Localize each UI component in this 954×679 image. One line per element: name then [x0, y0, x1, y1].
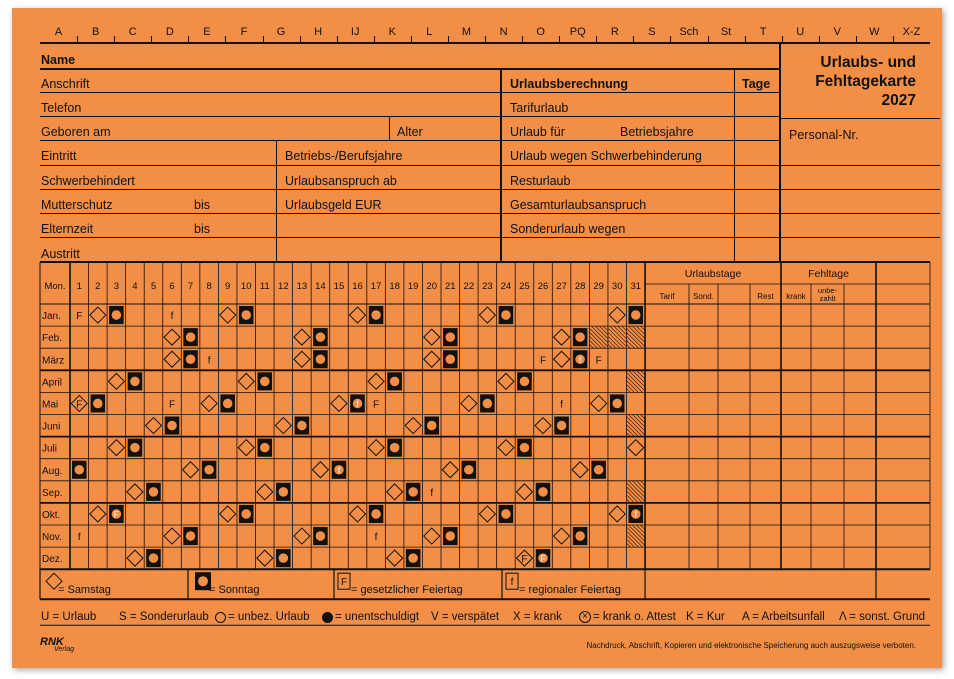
saturday-diamond-icon [572, 462, 588, 478]
month-label: Mai [42, 399, 59, 411]
schwerbehinderung-label: Urlaub wegen Schwerbehinderung [510, 149, 702, 163]
holiday-mark: F [76, 399, 83, 411]
code-unbez-urlaub: = unbez. Urlaub [228, 611, 310, 623]
code-krank-ohne-attest: = krank o. Attest [593, 611, 676, 623]
sunday-circle-icon [408, 487, 418, 497]
day-number: 23 [482, 281, 493, 292]
day-number: 22 [463, 281, 475, 292]
saturday-diamond-icon [238, 440, 254, 456]
index-letter: PQ [569, 26, 586, 38]
betriebsjahre-label: Betriebsjahre [620, 125, 694, 139]
elternzeit-label: Elternzeit [41, 222, 94, 236]
saturday-diamond-icon [294, 329, 310, 345]
day-number: 16 [352, 281, 363, 292]
saturday-diamond-icon [164, 351, 180, 367]
day-number: 30 [611, 281, 623, 292]
holiday-mark: f [578, 354, 582, 365]
saturday-diamond-icon [127, 484, 143, 500]
sub-col-unbezahlt: unbe- [817, 286, 838, 295]
bis-label-2: bis [194, 222, 210, 236]
saturday-diamond-icon [554, 351, 570, 367]
holiday-mark: f [207, 355, 211, 367]
month-label: Jan. [42, 311, 61, 323]
saturday-diamond-icon [424, 528, 440, 544]
saturday-diamond-icon [164, 329, 180, 345]
day-number: 27 [556, 281, 567, 292]
sunday-circle-icon [575, 531, 585, 541]
saturday-diamond-icon [405, 418, 421, 434]
sonderurlaub-label: Sonderurlaub wegen [510, 222, 626, 236]
sunday-circle-icon [408, 553, 418, 563]
day-number: 18 [389, 281, 400, 292]
sunday-circle-icon [575, 332, 585, 342]
index-letter: S [648, 26, 656, 38]
holiday-mark: F [540, 553, 546, 564]
day-number: 15 [333, 281, 345, 292]
saturday-diamond-icon [294, 528, 310, 544]
day-number: 31 [630, 281, 642, 292]
index-letter: C [128, 26, 137, 38]
month-label: Juli [42, 443, 58, 455]
saturday-diamond-icon [442, 462, 458, 478]
index-letter: T [759, 26, 767, 38]
copyright-notice: Nachdruck, Abschrift, Kopieren und elektronische Speicherung auch auszugsweise verboten. [586, 641, 916, 650]
month-label: Okt. [42, 509, 61, 521]
index-letter: St [720, 26, 732, 38]
saturday-diamond-icon [145, 418, 161, 434]
month-label: Aug. [42, 465, 63, 477]
calendar-grid [12, 8, 942, 668]
sunday-circle-icon [483, 399, 493, 409]
code-verspaetet: V = verspätet [431, 611, 500, 623]
day-number: 10 [240, 281, 252, 292]
month-label: Sep. [42, 487, 63, 499]
fehltage-header: Fehltage [808, 268, 849, 280]
holiday-mark: f [77, 532, 81, 544]
sunday-circle-icon [501, 509, 511, 519]
sunday-circle-icon [241, 509, 251, 519]
saturday-diamond-icon [220, 307, 236, 323]
day-number: 11 [259, 281, 270, 292]
day-number: 21 [444, 281, 456, 292]
schwerbehindert-label: Schwerbehindert [41, 174, 135, 188]
sunday-circle-icon [130, 443, 140, 453]
sunday-circle-icon [241, 310, 251, 320]
sunday-circle-icon [390, 377, 400, 387]
month-label: Dez. [42, 554, 63, 566]
sunday-circle-icon [446, 332, 456, 342]
day-number: 14 [315, 281, 326, 292]
sunday-circle-icon [557, 421, 567, 431]
index-letter: M [461, 26, 472, 38]
name-label: Name [41, 53, 76, 67]
sunday-circle-icon [538, 487, 548, 497]
unentschuldigt-icon [322, 612, 333, 623]
saturday-diamond-icon [461, 395, 477, 411]
geboren-label: Geboren am [41, 125, 111, 139]
day-number: 12 [278, 281, 289, 292]
code-unentschuldigt: = unentschuldigt [335, 611, 420, 623]
holiday-mark: F [76, 311, 83, 323]
index-letter: D [165, 26, 174, 38]
saturday-diamond-icon [387, 550, 403, 566]
sunday-circle-icon [149, 487, 159, 497]
index-letter: G [276, 26, 286, 38]
legend-holiday-F: F [340, 577, 348, 589]
legend-sonntag: = Sonntag [209, 584, 260, 596]
saturday-diamond-icon [368, 373, 384, 389]
alter-label: Alter [397, 125, 423, 139]
month-label: März [42, 355, 65, 367]
sub-col-tarif: Tarif [659, 292, 675, 301]
day-number: 4 [132, 281, 138, 292]
month-label: Nov. [42, 532, 62, 544]
day-number: 13 [296, 281, 308, 292]
fehltagekarte [12, 8, 942, 668]
index-letter: Sch [679, 26, 699, 38]
saturday-diamond-icon [201, 395, 217, 411]
sunday-circle-icon [260, 377, 270, 387]
index-letter: IJ [350, 26, 360, 38]
saturday-diamond-icon [257, 484, 273, 500]
saturday-diamond-icon [387, 484, 403, 500]
sunday-circle-icon [112, 310, 122, 320]
sunday-circle-icon [390, 443, 400, 453]
holiday-mark: f [337, 465, 341, 476]
index-letter: R [610, 26, 619, 38]
eintritt-label: Eintritt [41, 149, 77, 163]
sunday-circle-icon [446, 531, 456, 541]
index-letter: H [314, 26, 323, 38]
day-number: 26 [537, 281, 549, 292]
holiday-mark: F [373, 399, 380, 411]
saturday-diamond-icon [90, 307, 106, 323]
code-sonstiger-grund: Λ = sonst. Grund [839, 611, 925, 623]
sunday-circle-icon [316, 531, 326, 541]
legend-sunday-circle [198, 576, 208, 586]
sunday-circle-icon [520, 377, 530, 387]
index-letter: E [203, 26, 211, 38]
sunday-circle-icon [260, 443, 270, 453]
saturday-diamond-icon [479, 307, 495, 323]
day-number: 17 [370, 281, 382, 292]
resturlaub-label: Resturlaub [510, 174, 571, 188]
sunday-circle-icon [427, 421, 437, 431]
sunday-circle-icon [316, 354, 326, 364]
saturday-diamond-icon [368, 440, 384, 456]
month-label: April [42, 377, 63, 389]
sunday-circle-icon [223, 399, 233, 409]
rnk-logo: RNK [40, 636, 64, 648]
day-number: 19 [407, 281, 419, 292]
sub-col-unbezahlt-2: zahlt [819, 294, 836, 303]
sub-col-rest: Rest [757, 292, 774, 301]
rnk-logo-sub: Verlag [54, 646, 74, 653]
holiday-mark: f [170, 311, 174, 323]
holiday-mark: f [430, 487, 434, 499]
saturday-diamond-icon [294, 351, 310, 367]
code-krank: X = krank [513, 611, 562, 623]
index-letter: W [869, 26, 880, 38]
mutterschutz-label: Mutterschutz [41, 198, 113, 212]
saturday-diamond-icon [591, 395, 607, 411]
sunday-circle-icon [186, 332, 196, 342]
saturday-diamond-icon [350, 506, 366, 522]
anspruch-ab-label: Urlaubsanspruch ab [285, 174, 397, 188]
bis-label-1: bis [194, 198, 210, 212]
index-letter: B [91, 26, 100, 38]
index-letter: V [833, 26, 841, 38]
holiday-mark: F [539, 355, 547, 367]
sunday-circle-icon [149, 553, 159, 563]
sunday-circle-icon [186, 354, 196, 364]
saturday-diamond-icon [498, 373, 514, 389]
urlaubsberechnung-header: Urlaubsberechnung [510, 77, 629, 91]
holiday-mark: F [521, 554, 528, 566]
day-number: 24 [500, 281, 512, 292]
saturday-diamond-icon [108, 373, 124, 389]
code-arbeitsunfall: A = Arbeitsunfall [742, 611, 825, 623]
urlaubstage-header: Urlaubstage [684, 268, 742, 280]
holiday-mark: f [634, 509, 638, 520]
saturday-diamond-icon [220, 506, 236, 522]
sunday-circle-icon [446, 354, 456, 364]
saturday-diamond-icon [127, 550, 143, 566]
month-label: Feb. [42, 333, 63, 345]
sunday-circle-icon [371, 310, 381, 320]
sub-col-krank: krank [786, 292, 806, 301]
legend-regionaler-feiertag: = regionaler Feiertag [519, 584, 621, 596]
index-letter: L [426, 26, 433, 38]
sunday-circle-icon [279, 487, 289, 497]
holiday-mark: F [113, 509, 120, 520]
code-urlaub: U = Urlaub [41, 611, 97, 623]
saturday-diamond-icon [350, 307, 366, 323]
saturday-diamond-icon [535, 418, 551, 434]
saturday-diamond-icon [90, 506, 106, 522]
saturday-diamond-icon [331, 395, 347, 411]
saturday-diamond-icon [609, 307, 625, 323]
sunday-circle-icon [186, 531, 196, 541]
day-number: 29 [593, 281, 604, 292]
day-number: 28 [574, 281, 586, 292]
index-letter: K [388, 26, 396, 38]
index-letter: X-Z [902, 26, 921, 38]
anschrift-label: Anschrift [41, 77, 90, 91]
saturday-diamond-icon [628, 440, 644, 456]
sunday-circle-icon [464, 465, 474, 475]
sunday-circle-icon [501, 310, 511, 320]
unbez-urlaub-icon [215, 612, 226, 623]
saturday-diamond-icon [554, 528, 570, 544]
holiday-mark: f [560, 399, 563, 411]
holiday-mark: f [374, 532, 378, 544]
saturday-diamond-icon [238, 373, 254, 389]
day-number: 2 [95, 281, 101, 292]
saturday-diamond-icon [424, 351, 440, 367]
sunday-circle-icon [75, 465, 85, 475]
saturday-diamond-icon [312, 462, 328, 478]
sub-col-sond: Sond. [693, 292, 714, 301]
sunday-circle-icon [93, 399, 103, 409]
sunday-circle-icon [279, 553, 289, 563]
sunday-circle-icon [297, 421, 307, 431]
sunday-circle-icon [371, 509, 381, 519]
personal-nr-label: Personal-Nr. [789, 128, 859, 142]
day-number: 5 [150, 281, 157, 292]
holiday-mark: F [595, 355, 602, 367]
tarifurlaub-label: Tarifurlaub [510, 101, 569, 115]
legend-gesetzlicher-feiertag: = gesetzlicher Feiertag [351, 584, 463, 596]
urlaubsgeld-label: Urlaubsgeld EUR [285, 198, 382, 212]
tage-header: Tage [742, 77, 771, 91]
day-number: 8 [206, 281, 212, 292]
saturday-diamond-icon [164, 528, 180, 544]
day-number: 7 [187, 281, 194, 292]
index-letter: N [499, 26, 508, 38]
sunday-circle-icon [316, 332, 326, 342]
sunday-circle-icon [612, 399, 622, 409]
day-number: 25 [519, 281, 530, 292]
berufsjahre-label: Betriebs-/Berufsjahre [285, 149, 403, 163]
saturday-diamond-icon [257, 550, 273, 566]
day-number: 1 [76, 281, 82, 292]
telefon-label: Telefon [41, 101, 82, 115]
saturday-diamond-icon [609, 506, 625, 522]
day-number: 20 [426, 281, 438, 292]
legend-samstag: = Samstag [58, 584, 111, 596]
month-label: Juni [42, 421, 61, 433]
holiday-mark: F [168, 399, 176, 411]
sunday-circle-icon [130, 377, 140, 387]
saturday-diamond-icon [183, 462, 199, 478]
index-letter: A [54, 26, 63, 38]
saturday-diamond-icon [516, 484, 532, 500]
index-letter: F [240, 26, 248, 38]
legend-holiday-f: f [510, 577, 514, 589]
mon-header: Mon. [44, 281, 66, 292]
gesamtanspruch-label: Gesamturlaubsanspruch [510, 198, 647, 212]
day-number: 3 [113, 281, 120, 292]
saturday-diamond-icon [424, 329, 440, 345]
sunday-circle-icon [631, 310, 641, 320]
day-number: 9 [225, 281, 231, 292]
sunday-circle-icon [520, 443, 530, 453]
sunday-circle-icon [204, 465, 214, 475]
saturday-diamond-icon [554, 329, 570, 345]
saturday-diamond-icon [479, 506, 495, 522]
day-number: 6 [169, 281, 175, 292]
krank-ohne-attest-icon: × [579, 611, 591, 623]
sunday-circle-icon [167, 421, 177, 431]
saturday-diamond-icon [275, 418, 291, 434]
urlaub-fuer-label: Urlaub für [510, 125, 565, 139]
code-sonderurlaub: S = Sonderurlaub [119, 611, 209, 623]
holiday-mark: f [356, 398, 359, 409]
card-title: Urlaubs- und Fehltagekarte 2027 [815, 54, 916, 109]
sunday-circle-icon [594, 465, 604, 475]
austritt-label: Austritt [41, 247, 80, 261]
saturday-diamond-icon [498, 440, 514, 456]
saturday-diamond-icon [108, 440, 124, 456]
index-letter: U [796, 26, 805, 38]
code-kur: K = Kur [686, 611, 725, 623]
index-letter: O [536, 26, 545, 38]
